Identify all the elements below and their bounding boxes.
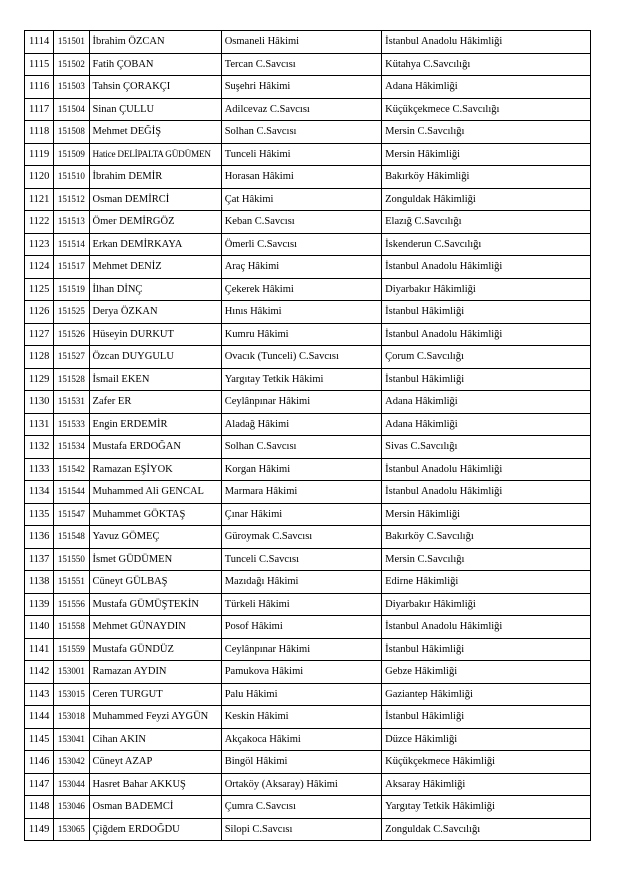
row-number-cell: 1124 bbox=[25, 256, 54, 279]
name-cell: İbrahim ÖZCAN bbox=[89, 31, 221, 54]
current-post-cell: Hınıs Hâkimi bbox=[221, 301, 381, 324]
registry-number-cell: 151512 bbox=[54, 188, 89, 211]
row-number-cell: 1128 bbox=[25, 346, 54, 369]
table-row bbox=[25, 751, 591, 774]
row-number-cell: 1119 bbox=[25, 143, 54, 166]
new-post-cell: Bakırköy C.Savcılığı bbox=[382, 526, 591, 549]
registry-number-cell: 153044 bbox=[54, 773, 89, 796]
name-cell: Ramazan AYDIN bbox=[89, 661, 221, 684]
new-post-cell: İstanbul Anadolu Hâkimliği bbox=[382, 481, 591, 504]
current-post-cell: Ceylânpınar Hâkimi bbox=[221, 638, 381, 661]
new-post-cell: Mersin C.Savcılığı bbox=[382, 548, 591, 571]
registry-number-cell: 153018 bbox=[54, 706, 89, 729]
table-row bbox=[25, 796, 591, 819]
name-cell: Sinan ÇULLU bbox=[89, 98, 221, 121]
new-post-cell: Elazığ C.Savcılığı bbox=[382, 211, 591, 234]
new-post-cell: Adana Hâkimliği bbox=[382, 391, 591, 414]
row-number-cell: 1117 bbox=[25, 98, 54, 121]
current-post-cell: Çınar Hâkimi bbox=[221, 503, 381, 526]
row-number-cell: 1123 bbox=[25, 233, 54, 256]
table-row bbox=[25, 683, 591, 706]
current-post-cell: Akçakoca Hâkimi bbox=[221, 728, 381, 751]
current-post-cell: Ömerli C.Savcısı bbox=[221, 233, 381, 256]
current-post-cell: Ceylânpınar Hâkimi bbox=[221, 391, 381, 414]
new-post-cell: İstanbul Hâkimliği bbox=[382, 368, 591, 391]
name-cell: Muhammed Ali GENCAL bbox=[89, 481, 221, 504]
current-post-cell: Mazıdağı Hâkimi bbox=[221, 571, 381, 594]
row-number-cell: 1142 bbox=[25, 661, 54, 684]
current-post-cell: Marmara Hâkimi bbox=[221, 481, 381, 504]
current-post-cell: Çekerek Hâkimi bbox=[221, 278, 381, 301]
new-post-cell: İstanbul Anadolu Hâkimliği bbox=[382, 458, 591, 481]
name-cell: Zafer ER bbox=[89, 391, 221, 414]
registry-number-cell: 151548 bbox=[54, 526, 89, 549]
new-post-cell: Mersin Hâkimliği bbox=[382, 143, 591, 166]
row-number-cell: 1137 bbox=[25, 548, 54, 571]
table-row bbox=[25, 773, 591, 796]
new-post-cell: Sivas C.Savcılığı bbox=[382, 436, 591, 459]
table-row bbox=[25, 166, 591, 189]
current-post-cell: Solhan C.Savcısı bbox=[221, 436, 381, 459]
name-cell: Mustafa ERDOĞAN bbox=[89, 436, 221, 459]
row-number-cell: 1149 bbox=[25, 818, 54, 841]
current-post-cell: Suşehri Hâkimi bbox=[221, 76, 381, 99]
name-cell: Cihan AKIN bbox=[89, 728, 221, 751]
registry-number-cell: 151559 bbox=[54, 638, 89, 661]
new-post-cell: Gebze Hâkimliği bbox=[382, 661, 591, 684]
registry-number-cell: 151558 bbox=[54, 616, 89, 639]
registry-number-cell: 151542 bbox=[54, 458, 89, 481]
table-row bbox=[25, 616, 591, 639]
registry-number-cell: 151514 bbox=[54, 233, 89, 256]
new-post-cell: Aksaray Hâkimliği bbox=[382, 773, 591, 796]
registry-number-cell: 153042 bbox=[54, 751, 89, 774]
row-number-cell: 1148 bbox=[25, 796, 54, 819]
table-row bbox=[25, 368, 591, 391]
current-post-cell: Osmaneli Hâkimi bbox=[221, 31, 381, 54]
registry-number-cell: 151525 bbox=[54, 301, 89, 324]
table-row bbox=[25, 391, 591, 414]
registry-number-cell: 151550 bbox=[54, 548, 89, 571]
table-row bbox=[25, 76, 591, 99]
new-post-cell: Zonguldak Hâkimliği bbox=[382, 188, 591, 211]
table-row bbox=[25, 121, 591, 144]
registry-number-cell: 151551 bbox=[54, 571, 89, 594]
current-post-cell: Keskin Hâkimi bbox=[221, 706, 381, 729]
current-post-cell: Kumru Hâkimi bbox=[221, 323, 381, 346]
registry-number-cell: 151504 bbox=[54, 98, 89, 121]
name-cell: Hüseyin DURKUT bbox=[89, 323, 221, 346]
table-row bbox=[25, 436, 591, 459]
row-number-cell: 1118 bbox=[25, 121, 54, 144]
name-cell: Mehmet DEĞİŞ bbox=[89, 121, 221, 144]
current-post-cell: Güroymak C.Savcısı bbox=[221, 526, 381, 549]
table-row bbox=[25, 526, 591, 549]
registry-number-cell: 151513 bbox=[54, 211, 89, 234]
row-number-cell: 1144 bbox=[25, 706, 54, 729]
registry-number-cell: 153046 bbox=[54, 796, 89, 819]
name-cell: Çiğdem ERDOĞDU bbox=[89, 818, 221, 841]
new-post-cell: Kütahya C.Savcılığı bbox=[382, 53, 591, 76]
name-cell: Engin ERDEMİR bbox=[89, 413, 221, 436]
table-row bbox=[25, 728, 591, 751]
current-post-cell: Ovacık (Tunceli) C.Savcısı bbox=[221, 346, 381, 369]
registry-number-cell: 153041 bbox=[54, 728, 89, 751]
current-post-cell: Adilcevaz C.Savcısı bbox=[221, 98, 381, 121]
table-row bbox=[25, 661, 591, 684]
current-post-cell: Çat Hâkimi bbox=[221, 188, 381, 211]
current-post-cell: Çumra C.Savcısı bbox=[221, 796, 381, 819]
name-cell: İlhan DİNÇ bbox=[89, 278, 221, 301]
name-cell: İbrahim DEMİR bbox=[89, 166, 221, 189]
row-number-cell: 1136 bbox=[25, 526, 54, 549]
name-cell: İsmail EKEN bbox=[89, 368, 221, 391]
registry-number-cell: 151502 bbox=[54, 53, 89, 76]
registry-number-cell: 153001 bbox=[54, 661, 89, 684]
name-cell: Tahsin ÇORAKÇI bbox=[89, 76, 221, 99]
new-post-cell: Çorum C.Savcılığı bbox=[382, 346, 591, 369]
name-cell: Ceren TURGUT bbox=[89, 683, 221, 706]
table-row bbox=[25, 346, 591, 369]
name-cell: Derya ÖZKAN bbox=[89, 301, 221, 324]
current-post-cell: Palu Hâkimi bbox=[221, 683, 381, 706]
registry-number-cell: 151533 bbox=[54, 413, 89, 436]
name-cell: Cüneyt GÜLBAŞ bbox=[89, 571, 221, 594]
row-number-cell: 1140 bbox=[25, 616, 54, 639]
current-post-cell: Türkeli Hâkimi bbox=[221, 593, 381, 616]
registry-number-cell: 153015 bbox=[54, 683, 89, 706]
registry-number-cell: 151544 bbox=[54, 481, 89, 504]
current-post-cell: Araç Hâkimi bbox=[221, 256, 381, 279]
row-number-cell: 1116 bbox=[25, 76, 54, 99]
row-number-cell: 1121 bbox=[25, 188, 54, 211]
registry-number-cell: 151528 bbox=[54, 368, 89, 391]
row-number-cell: 1127 bbox=[25, 323, 54, 346]
new-post-cell: Düzce Hâkimliği bbox=[382, 728, 591, 751]
row-number-cell: 1147 bbox=[25, 773, 54, 796]
table-row bbox=[25, 233, 591, 256]
new-post-cell: İstanbul Anadolu Hâkimliği bbox=[382, 616, 591, 639]
table-row bbox=[25, 31, 591, 54]
current-post-cell: Posof Hâkimi bbox=[221, 616, 381, 639]
row-number-cell: 1134 bbox=[25, 481, 54, 504]
row-number-cell: 1143 bbox=[25, 683, 54, 706]
name-cell: Mehmet GÜNAYDIN bbox=[89, 616, 221, 639]
new-post-cell: Diyarbakır Hâkimliği bbox=[382, 593, 591, 616]
new-post-cell: Diyarbakır Hâkimliği bbox=[382, 278, 591, 301]
new-post-cell: İstanbul Hâkimliği bbox=[382, 301, 591, 324]
registry-number-cell: 151531 bbox=[54, 391, 89, 414]
name-cell: Özcan DUYGULU bbox=[89, 346, 221, 369]
table-row bbox=[25, 143, 591, 166]
current-post-cell: Horasan Hâkimi bbox=[221, 166, 381, 189]
table-row bbox=[25, 413, 591, 436]
row-number-cell: 1130 bbox=[25, 391, 54, 414]
registry-number-cell: 151556 bbox=[54, 593, 89, 616]
name-cell: İsmet GÜDÜMEN bbox=[89, 548, 221, 571]
registry-number-cell: 151503 bbox=[54, 76, 89, 99]
table-row bbox=[25, 98, 591, 121]
registry-number-cell: 151517 bbox=[54, 256, 89, 279]
table-row bbox=[25, 548, 591, 571]
current-post-cell: Solhan C.Savcısı bbox=[221, 121, 381, 144]
table-row bbox=[25, 278, 591, 301]
new-post-cell: İstanbul Hâkimliği bbox=[382, 706, 591, 729]
table-body bbox=[25, 31, 591, 841]
current-post-cell: Tunceli C.Savcısı bbox=[221, 548, 381, 571]
current-post-cell: Yargıtay Tetkik Hâkimi bbox=[221, 368, 381, 391]
table-row bbox=[25, 818, 591, 841]
registry-number-cell: 151534 bbox=[54, 436, 89, 459]
row-number-cell: 1139 bbox=[25, 593, 54, 616]
new-post-cell: Küçükçekmece C.Savcılığı bbox=[382, 98, 591, 121]
registry-number-cell: 151527 bbox=[54, 346, 89, 369]
name-cell: Erkan DEMİRKAYA bbox=[89, 233, 221, 256]
name-cell: Yavuz GÖMEÇ bbox=[89, 526, 221, 549]
row-number-cell: 1115 bbox=[25, 53, 54, 76]
table-row bbox=[25, 638, 591, 661]
current-post-cell: Ortaköy (Aksaray) Hâkimi bbox=[221, 773, 381, 796]
row-number-cell: 1138 bbox=[25, 571, 54, 594]
registry-number-cell: 151526 bbox=[54, 323, 89, 346]
registry-number-cell: 151508 bbox=[54, 121, 89, 144]
name-cell: Osman BADEMCİ bbox=[89, 796, 221, 819]
registry-number-cell: 151519 bbox=[54, 278, 89, 301]
table-row bbox=[25, 188, 591, 211]
current-post-cell: Pamukova Hâkimi bbox=[221, 661, 381, 684]
current-post-cell: Korgan Hâkimi bbox=[221, 458, 381, 481]
new-post-cell: Edirne Hâkimliği bbox=[382, 571, 591, 594]
table-row bbox=[25, 301, 591, 324]
new-post-cell: İstanbul Anadolu Hâkimliği bbox=[382, 256, 591, 279]
current-post-cell: Silopi C.Savcısı bbox=[221, 818, 381, 841]
row-number-cell: 1141 bbox=[25, 638, 54, 661]
row-number-cell: 1129 bbox=[25, 368, 54, 391]
table-row bbox=[25, 481, 591, 504]
new-post-cell: Mersin Hâkimliği bbox=[382, 503, 591, 526]
appointment-table bbox=[24, 30, 591, 841]
row-number-cell: 1125 bbox=[25, 278, 54, 301]
row-number-cell: 1146 bbox=[25, 751, 54, 774]
new-post-cell: Adana Hâkimliği bbox=[382, 413, 591, 436]
name-cell: Hasret Bahar AKKUŞ bbox=[89, 773, 221, 796]
name-cell: Cüneyt AZAP bbox=[89, 751, 221, 774]
new-post-cell: Yargıtay Tetkik Hâkimliği bbox=[382, 796, 591, 819]
name-cell: Ramazan EŞİYOK bbox=[89, 458, 221, 481]
current-post-cell: Keban C.Savcısı bbox=[221, 211, 381, 234]
table-row bbox=[25, 593, 591, 616]
row-number-cell: 1133 bbox=[25, 458, 54, 481]
current-post-cell: Tercan C.Savcısı bbox=[221, 53, 381, 76]
new-post-cell: Adana Hâkimliği bbox=[382, 76, 591, 99]
registry-number-cell: 153065 bbox=[54, 818, 89, 841]
registry-number-cell: 151510 bbox=[54, 166, 89, 189]
name-cell: Fatih ÇOBAN bbox=[89, 53, 221, 76]
registry-number-cell: 151501 bbox=[54, 31, 89, 54]
current-post-cell: Tunceli Hâkimi bbox=[221, 143, 381, 166]
table-row bbox=[25, 211, 591, 234]
name-cell: Muhammed Feyzi AYGÜN bbox=[89, 706, 221, 729]
new-post-cell: Küçükçekmece Hâkimliği bbox=[382, 751, 591, 774]
current-post-cell: Bingöl Hâkimi bbox=[221, 751, 381, 774]
row-number-cell: 1131 bbox=[25, 413, 54, 436]
table-row bbox=[25, 458, 591, 481]
table-row bbox=[25, 323, 591, 346]
name-cell: Muhammet GÖKTAŞ bbox=[89, 503, 221, 526]
table-row bbox=[25, 706, 591, 729]
new-post-cell: İskenderun C.Savcılığı bbox=[382, 233, 591, 256]
row-number-cell: 1122 bbox=[25, 211, 54, 234]
new-post-cell: İstanbul Hâkimliği bbox=[382, 638, 591, 661]
registry-number-cell: 151509 bbox=[54, 143, 89, 166]
current-post-cell: Aladağ Hâkimi bbox=[221, 413, 381, 436]
new-post-cell: İstanbul Anadolu Hâkimliği bbox=[382, 323, 591, 346]
table-row bbox=[25, 53, 591, 76]
name-cell: Ömer DEMİRGÖZ bbox=[89, 211, 221, 234]
name-cell: Osman DEMİRCİ bbox=[89, 188, 221, 211]
new-post-cell: İstanbul Anadolu Hâkimliği bbox=[382, 31, 591, 54]
name-cell: Mehmet DENİZ bbox=[89, 256, 221, 279]
table-row bbox=[25, 571, 591, 594]
name-cell: Mustafa GÜNDÜZ bbox=[89, 638, 221, 661]
row-number-cell: 1126 bbox=[25, 301, 54, 324]
new-post-cell: Zonguldak C.Savcılığı bbox=[382, 818, 591, 841]
row-number-cell: 1114 bbox=[25, 31, 54, 54]
row-number-cell: 1120 bbox=[25, 166, 54, 189]
row-number-cell: 1135 bbox=[25, 503, 54, 526]
row-number-cell: 1145 bbox=[25, 728, 54, 751]
name-cell: Mustafa GÜMÜŞTEKİN bbox=[89, 593, 221, 616]
new-post-cell: Bakırköy Hâkimliği bbox=[382, 166, 591, 189]
table-row bbox=[25, 256, 591, 279]
name-cell: Hatice DELİPALTA GÜDÜMEN bbox=[89, 143, 221, 166]
row-number-cell: 1132 bbox=[25, 436, 54, 459]
new-post-cell: Gaziantep Hâkimliği bbox=[382, 683, 591, 706]
new-post-cell: Mersin C.Savcılığı bbox=[382, 121, 591, 144]
table-row bbox=[25, 503, 591, 526]
registry-number-cell: 151547 bbox=[54, 503, 89, 526]
